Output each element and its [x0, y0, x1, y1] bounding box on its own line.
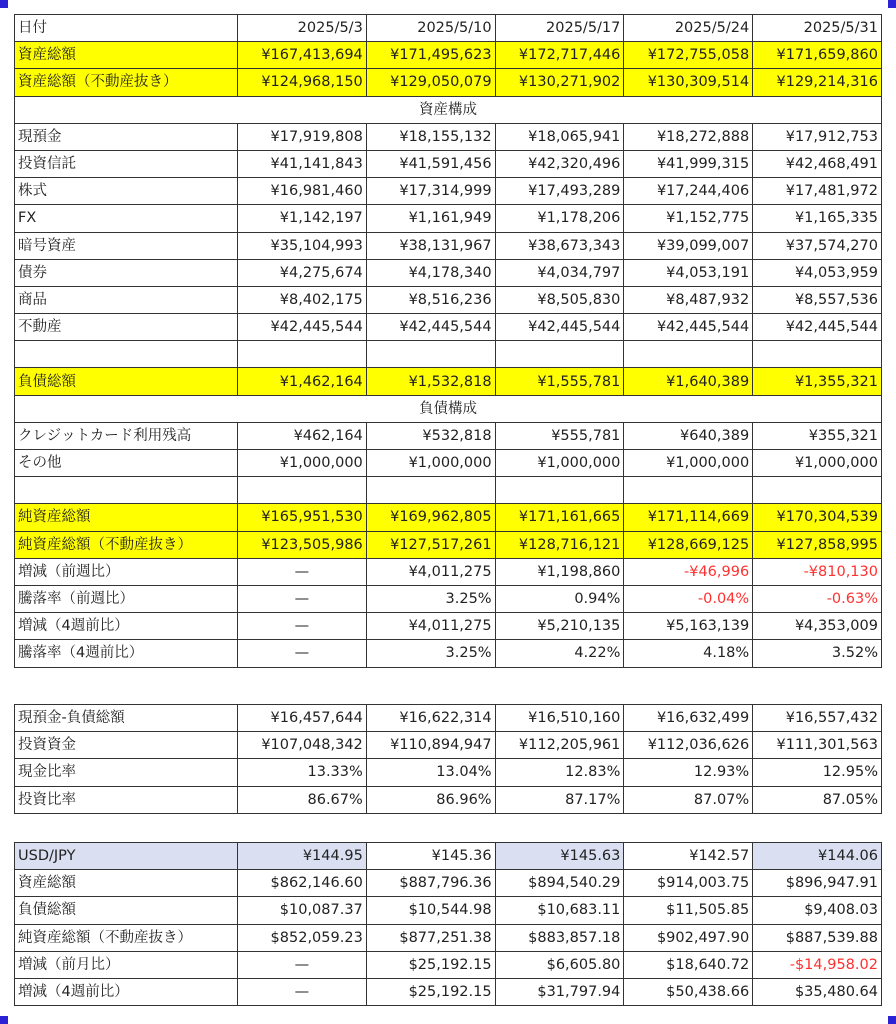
table-row — [15, 232, 882, 259]
value-cell: ¥555,781 — [495, 422, 624, 449]
value-cell: ¥18,155,132 — [366, 123, 495, 150]
value-cell: ¥1,000,000 — [753, 450, 882, 477]
row-label: 負債総額 — [15, 368, 238, 395]
row-label: その他 — [15, 450, 238, 477]
value-cell: ¥41,141,843 — [238, 150, 367, 177]
total-liabilities-row — [15, 368, 882, 395]
value-cell: ¥41,591,456 — [366, 150, 495, 177]
value-cell: ¥1,640,389 — [624, 368, 753, 395]
table-row — [15, 705, 882, 732]
liability-section-row — [15, 395, 882, 422]
value-cell: 12.83% — [495, 759, 624, 786]
value-cell: ¥1,000,000 — [624, 450, 753, 477]
value-cell: ¥145.36 — [366, 843, 495, 870]
date-cell: 2025/5/24 — [624, 15, 753, 42]
value-cell: 87.05% — [753, 786, 882, 813]
total-assets-row — [15, 42, 882, 69]
asset-summary-table — [14, 14, 882, 668]
value-cell: ¥17,244,406 — [624, 178, 753, 205]
value-cell: $894,540.29 — [495, 870, 624, 897]
date-cell: 2025/5/17 — [495, 15, 624, 42]
row-label: 純資産総額（不動産抜き） — [15, 924, 238, 951]
row-label: クレジットカード利用残高 — [15, 422, 238, 449]
table-row — [15, 759, 882, 786]
empty-row — [15, 341, 882, 368]
value-cell: $887,796.36 — [366, 870, 495, 897]
value-cell: 4.18% — [624, 640, 753, 667]
value-cell: ¥124,968,150 — [238, 69, 367, 96]
value-cell: ¥16,632,499 — [624, 705, 753, 732]
row-label: 騰落率（4週前比） — [15, 640, 238, 667]
value-cell: ¥1,152,775 — [624, 205, 753, 232]
value-cell: ¥5,210,135 — [495, 613, 624, 640]
empty-cell — [366, 477, 495, 504]
value-cell: $31,797.94 — [495, 978, 624, 1005]
value-cell: 87.07% — [624, 786, 753, 813]
value-cell: ¥167,413,694 — [238, 42, 367, 69]
value-cell: ¥145.63 — [495, 843, 624, 870]
value-cell: ¥8,557,536 — [753, 286, 882, 313]
value-cell: 13.33% — [238, 759, 367, 786]
value-cell: ¥170,304,539 — [753, 504, 882, 531]
usdjpy-rate-row — [15, 843, 882, 870]
value-cell: ¥130,309,514 — [624, 69, 753, 96]
value-cell: $852,059.23 — [238, 924, 367, 951]
corner-marker-bottom-left — [0, 1016, 8, 1024]
value-cell: — — [238, 585, 367, 612]
value-cell: ¥42,445,544 — [238, 314, 367, 341]
table-row — [15, 286, 882, 313]
value-cell: ¥8,402,175 — [238, 286, 367, 313]
header-label: 日付 — [15, 15, 238, 42]
negative-value-cell: -0.63% — [753, 585, 882, 612]
value-cell: ¥4,034,797 — [495, 259, 624, 286]
row-label: 増減（4週前比） — [15, 613, 238, 640]
value-cell: ¥129,050,079 — [366, 69, 495, 96]
row-label: 増減（前週比） — [15, 558, 238, 585]
value-cell: ¥17,314,999 — [366, 178, 495, 205]
value-cell: ¥127,517,261 — [366, 531, 495, 558]
table-row — [15, 978, 882, 1005]
value-cell: ¥1,165,335 — [753, 205, 882, 232]
table-row — [15, 314, 882, 341]
value-cell: ¥171,161,665 — [495, 504, 624, 531]
header-row — [15, 15, 882, 42]
empty-cell — [238, 477, 367, 504]
row-label: 現金比率 — [15, 759, 238, 786]
value-cell: $6,605.80 — [495, 951, 624, 978]
table-row — [15, 422, 882, 449]
value-cell: ¥4,353,009 — [753, 613, 882, 640]
corner-marker-top-right — [888, 0, 896, 8]
value-cell: ¥4,178,340 — [366, 259, 495, 286]
value-cell: ¥42,320,496 — [495, 150, 624, 177]
value-cell: ¥5,163,139 — [624, 613, 753, 640]
section-title: 負債構成 — [15, 395, 882, 422]
value-cell: 3.25% — [366, 585, 495, 612]
row-label: 増減（前月比） — [15, 951, 238, 978]
value-cell: ¥112,036,626 — [624, 732, 753, 759]
negative-value-cell: -¥46,996 — [624, 558, 753, 585]
value-cell: ¥4,011,275 — [366, 558, 495, 585]
value-cell: ¥1,198,860 — [495, 558, 624, 585]
value-cell: ¥1,462,164 — [238, 368, 367, 395]
row-label: 不動産 — [15, 314, 238, 341]
value-cell: $50,438.66 — [624, 978, 753, 1005]
value-cell: ¥171,659,860 — [753, 42, 882, 69]
value-cell: 12.95% — [753, 759, 882, 786]
value-cell: $914,003.75 — [624, 870, 753, 897]
value-cell: $11,505.85 — [624, 897, 753, 924]
row-label: 資産総額（不動産抜き） — [15, 69, 238, 96]
value-cell: ¥1,161,949 — [366, 205, 495, 232]
value-cell: ¥4,053,959 — [753, 259, 882, 286]
value-cell: ¥42,468,491 — [753, 150, 882, 177]
corner-marker-top-left — [0, 0, 8, 8]
value-cell: ¥172,717,446 — [495, 42, 624, 69]
date-cell: 2025/5/31 — [753, 15, 882, 42]
empty-row — [15, 477, 882, 504]
value-cell: ¥8,505,830 — [495, 286, 624, 313]
negative-value-cell: -0.04% — [624, 585, 753, 612]
row-label: 債券 — [15, 259, 238, 286]
row-label: 資産総額 — [15, 870, 238, 897]
value-cell: ¥38,673,343 — [495, 232, 624, 259]
empty-cell — [624, 341, 753, 368]
value-cell: ¥640,389 — [624, 422, 753, 449]
value-cell: ¥4,011,275 — [366, 613, 495, 640]
value-cell: ¥1,000,000 — [238, 450, 367, 477]
negative-value-cell: -¥810,130 — [753, 558, 882, 585]
table-row — [15, 178, 882, 205]
value-cell: ¥165,951,530 — [238, 504, 367, 531]
value-cell: ¥127,858,995 — [753, 531, 882, 558]
value-cell: ¥18,272,888 — [624, 123, 753, 150]
value-cell: ¥1,000,000 — [366, 450, 495, 477]
row-label: USD/JPY — [15, 843, 238, 870]
table-row — [15, 585, 882, 612]
table-row — [15, 640, 882, 667]
value-cell: 0.94% — [495, 585, 624, 612]
empty-cell — [753, 341, 882, 368]
section-title: 資産構成 — [15, 96, 882, 123]
value-cell: — — [238, 951, 367, 978]
table-row — [15, 897, 882, 924]
value-cell: $9,408.03 — [753, 897, 882, 924]
value-cell: ¥112,205,961 — [495, 732, 624, 759]
row-label: 純資産総額 — [15, 504, 238, 531]
value-cell: ¥169,962,805 — [366, 504, 495, 531]
corner-marker-bottom-right — [888, 1016, 896, 1024]
value-cell: ¥16,557,432 — [753, 705, 882, 732]
value-cell: $887,539.88 — [753, 924, 882, 951]
value-cell: ¥462,164 — [238, 422, 367, 449]
value-cell: ¥17,481,972 — [753, 178, 882, 205]
value-cell: ¥42,445,544 — [366, 314, 495, 341]
value-cell: 86.67% — [238, 786, 367, 813]
value-cell: ¥4,053,191 — [624, 259, 753, 286]
value-cell: $10,087.37 — [238, 897, 367, 924]
value-cell: ¥355,321 — [753, 422, 882, 449]
row-label: 資産総額 — [15, 42, 238, 69]
value-cell: $883,857.18 — [495, 924, 624, 951]
value-cell: ¥1,355,321 — [753, 368, 882, 395]
value-cell: ¥16,981,460 — [238, 178, 367, 205]
table-row — [15, 924, 882, 951]
value-cell: ¥16,510,160 — [495, 705, 624, 732]
value-cell: ¥8,487,932 — [624, 286, 753, 313]
row-label: 純資産総額（不動産抜き） — [15, 531, 238, 558]
value-cell: ¥8,516,236 — [366, 286, 495, 313]
value-cell: — — [238, 558, 367, 585]
empty-cell — [495, 477, 624, 504]
row-label: 暗号資産 — [15, 232, 238, 259]
value-cell: ¥1,555,781 — [495, 368, 624, 395]
row-label: 騰落率（前週比） — [15, 585, 238, 612]
table-row — [15, 558, 882, 585]
table-row — [15, 870, 882, 897]
value-cell: — — [238, 613, 367, 640]
table-row — [15, 450, 882, 477]
value-cell: $25,192.15 — [366, 951, 495, 978]
value-cell: $35,480.64 — [753, 978, 882, 1005]
row-label: 現預金-負債総額 — [15, 705, 238, 732]
value-cell: ¥17,919,808 — [238, 123, 367, 150]
table-row — [15, 786, 882, 813]
value-cell: 3.25% — [366, 640, 495, 667]
row-label: 現預金 — [15, 123, 238, 150]
table-row — [15, 259, 882, 286]
value-cell: $862,146.60 — [238, 870, 367, 897]
negative-value-cell: -$14,958.02 — [753, 951, 882, 978]
table-row — [15, 205, 882, 232]
value-cell: ¥1,000,000 — [495, 450, 624, 477]
value-cell: ¥18,065,941 — [495, 123, 624, 150]
value-cell: ¥130,271,902 — [495, 69, 624, 96]
table-row — [15, 732, 882, 759]
value-cell: 86.96% — [366, 786, 495, 813]
value-cell: ¥38,131,967 — [366, 232, 495, 259]
value-cell: — — [238, 978, 367, 1005]
value-cell: — — [238, 640, 367, 667]
value-cell: 4.22% — [495, 640, 624, 667]
cash-ratio-table — [14, 704, 882, 814]
row-label: 増減（4週前比） — [15, 978, 238, 1005]
row-label: 負債総額 — [15, 897, 238, 924]
empty-cell — [15, 477, 238, 504]
value-cell: ¥35,104,993 — [238, 232, 367, 259]
value-cell: ¥41,999,315 — [624, 150, 753, 177]
usd-summary-table — [14, 842, 882, 1006]
value-cell: $18,640.72 — [624, 951, 753, 978]
asset-section-row — [15, 96, 882, 123]
value-cell: ¥39,099,007 — [624, 232, 753, 259]
value-cell: ¥128,669,125 — [624, 531, 753, 558]
table-row — [15, 951, 882, 978]
value-cell: 13.04% — [366, 759, 495, 786]
value-cell: ¥128,716,121 — [495, 531, 624, 558]
value-cell: ¥532,818 — [366, 422, 495, 449]
value-cell: 12.93% — [624, 759, 753, 786]
date-cell: 2025/5/3 — [238, 15, 367, 42]
value-cell: ¥17,493,289 — [495, 178, 624, 205]
empty-cell — [624, 477, 753, 504]
row-label: 株式 — [15, 178, 238, 205]
value-cell: ¥110,894,947 — [366, 732, 495, 759]
date-cell: 2025/5/10 — [366, 15, 495, 42]
net-assets-ex-realestate-row — [15, 531, 882, 558]
value-cell: ¥42,445,544 — [753, 314, 882, 341]
value-cell: ¥107,048,342 — [238, 732, 367, 759]
table-row — [15, 123, 882, 150]
value-cell: ¥4,275,674 — [238, 259, 367, 286]
row-label: 投資資金 — [15, 732, 238, 759]
value-cell: ¥16,622,314 — [366, 705, 495, 732]
value-cell: 3.52% — [753, 640, 882, 667]
value-cell: $10,544.98 — [366, 897, 495, 924]
value-cell: ¥172,755,058 — [624, 42, 753, 69]
value-cell: ¥42,445,544 — [624, 314, 753, 341]
value-cell: 87.17% — [495, 786, 624, 813]
row-label: 商品 — [15, 286, 238, 313]
value-cell: $902,497.90 — [624, 924, 753, 951]
row-label: 投資信託 — [15, 150, 238, 177]
value-cell: ¥144.95 — [238, 843, 367, 870]
value-cell: ¥123,505,986 — [238, 531, 367, 558]
value-cell: ¥129,214,316 — [753, 69, 882, 96]
empty-cell — [753, 477, 882, 504]
value-cell: $10,683.11 — [495, 897, 624, 924]
net-assets-row — [15, 504, 882, 531]
empty-cell — [495, 341, 624, 368]
value-cell: ¥1,142,197 — [238, 205, 367, 232]
value-cell: ¥142.57 — [624, 843, 753, 870]
value-cell: ¥1,532,818 — [366, 368, 495, 395]
empty-cell — [366, 341, 495, 368]
value-cell: ¥144.06 — [753, 843, 882, 870]
value-cell: ¥1,178,206 — [495, 205, 624, 232]
value-cell: ¥111,301,563 — [753, 732, 882, 759]
row-label: FX — [15, 205, 238, 232]
row-label: 投資比率 — [15, 786, 238, 813]
value-cell: $896,947.91 — [753, 870, 882, 897]
table-row — [15, 150, 882, 177]
value-cell: ¥42,445,544 — [495, 314, 624, 341]
value-cell: $25,192.15 — [366, 978, 495, 1005]
value-cell: ¥171,495,623 — [366, 42, 495, 69]
table-row — [15, 613, 882, 640]
value-cell: ¥16,457,644 — [238, 705, 367, 732]
value-cell: $877,251.38 — [366, 924, 495, 951]
value-cell: ¥17,912,753 — [753, 123, 882, 150]
value-cell: ¥171,114,669 — [624, 504, 753, 531]
total-assets-ex-realestate-row — [15, 69, 882, 96]
value-cell: ¥37,574,270 — [753, 232, 882, 259]
empty-cell — [238, 341, 367, 368]
empty-cell — [15, 341, 238, 368]
